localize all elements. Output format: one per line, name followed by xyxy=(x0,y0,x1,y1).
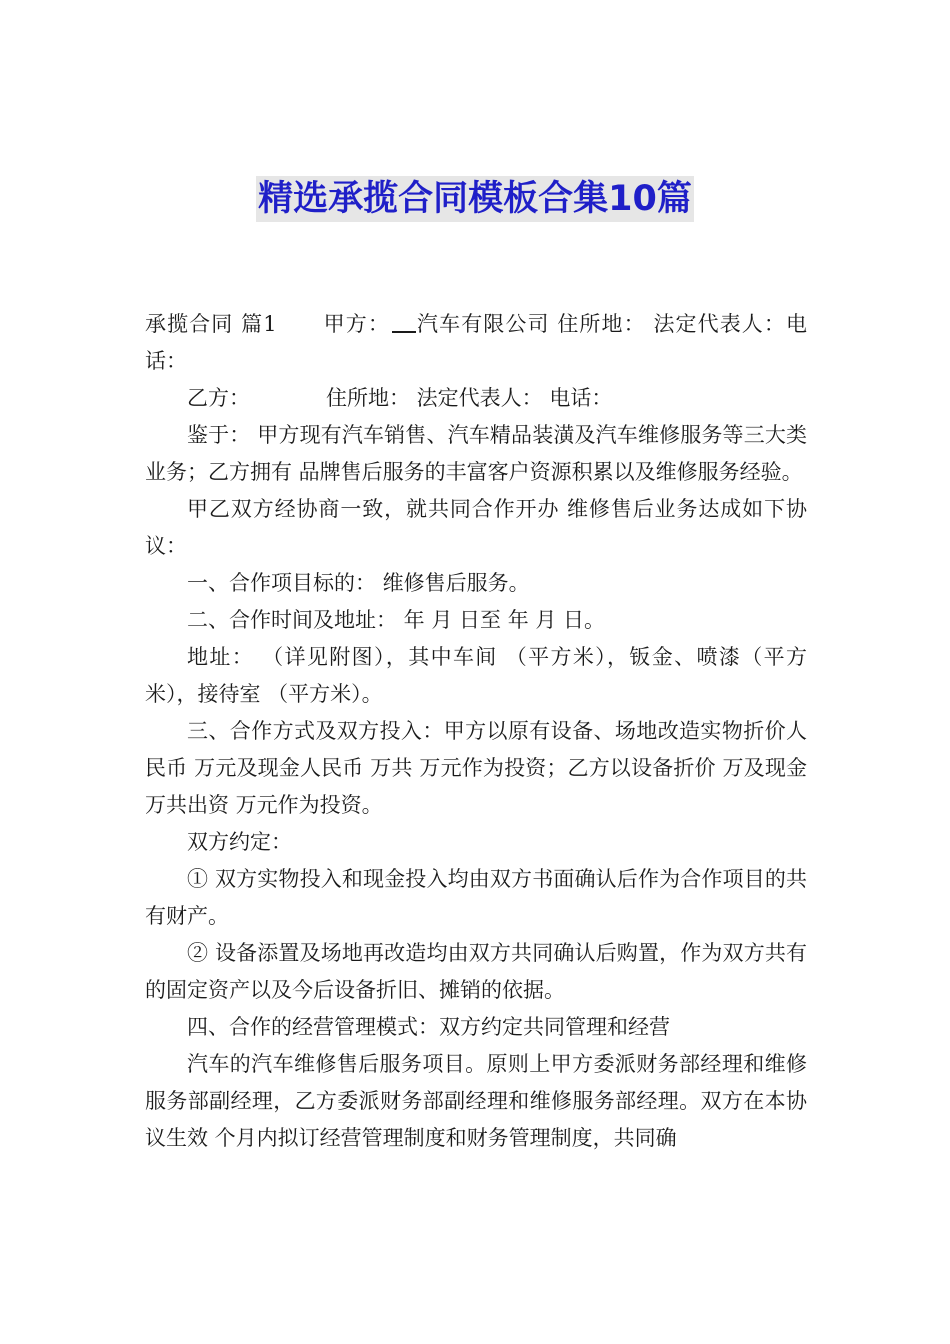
paragraph-item-2: ② 设备添置及场地再改造均由双方共同确认后购置，作为双方共有的固定资产以及今后设备折旧、摊销的依据。 xyxy=(145,941,807,1002)
party-b-details: 住所地： 法定代表人： 电话： xyxy=(326,386,613,410)
paragraph-clause-4: 四、合作的经营管理模式：双方约定共同管理和经营 xyxy=(187,1015,670,1039)
paragraph-agreement: 甲乙双方经协商一致，就共同合作开办 维修售后业务达成如下协议： xyxy=(145,497,807,558)
document-title: 精选承揽合同模板合集10篇 xyxy=(256,176,694,222)
party-b-label: 乙方： xyxy=(187,386,250,410)
title-container xyxy=(0,176,950,222)
paragraph-clause-2: 二、合作时间及地址： 年 月 日至 年 月 日。 xyxy=(187,608,606,632)
paragraph-address: 地址： （详见附图），其中车间 （平方米），钣金、喷漆（平方米），接待室 （平方米）。 xyxy=(145,645,807,706)
paragraph-management: 汽车的汽车维修售后服务项目。原则上甲方委派财务部经理和维修服务部副经理，乙方委派财务部副经理和维修服务部经理。双方在本协议生效 个月内拟订经营管理制度和财务管理制度，共同确 xyxy=(145,1052,807,1150)
blank-line xyxy=(392,311,416,333)
paragraph-item-1: ① 双方实物投入和现金投入均由双方书面确认后作为合作项目的共有财产。 xyxy=(145,867,807,928)
paragraph-clause-3: 三、合作方式及双方投入：甲方以原有设备、场地改造实物折价人民币 万元及现金人民币 万共 万元作为投资；乙方以设备折价 万及现金 万共出资 万元作为投资。 xyxy=(145,719,807,817)
party-a-details: 汽车有限公司 住所地： 法定代表人：电话： xyxy=(145,312,807,373)
contract-heading: 承揽合同 篇1 xyxy=(145,312,277,336)
party-a-label: 甲方： xyxy=(322,312,390,336)
paragraph-clause-1: 一、合作项目标的： 维修售后服务。 xyxy=(187,571,530,595)
paragraph-agreed: 双方约定： xyxy=(187,830,292,854)
document-body xyxy=(145,306,807,1157)
paragraph-whereas: 鉴于： 甲方现有汽车销售、汽车精品装潢及汽车维修服务等三大类业务；乙方拥有 品牌售后服务的丰富客户资源积累以及维修服务经验。 xyxy=(145,423,807,484)
paragraph-party-b xyxy=(145,380,807,417)
paragraph-party-a xyxy=(145,306,807,380)
